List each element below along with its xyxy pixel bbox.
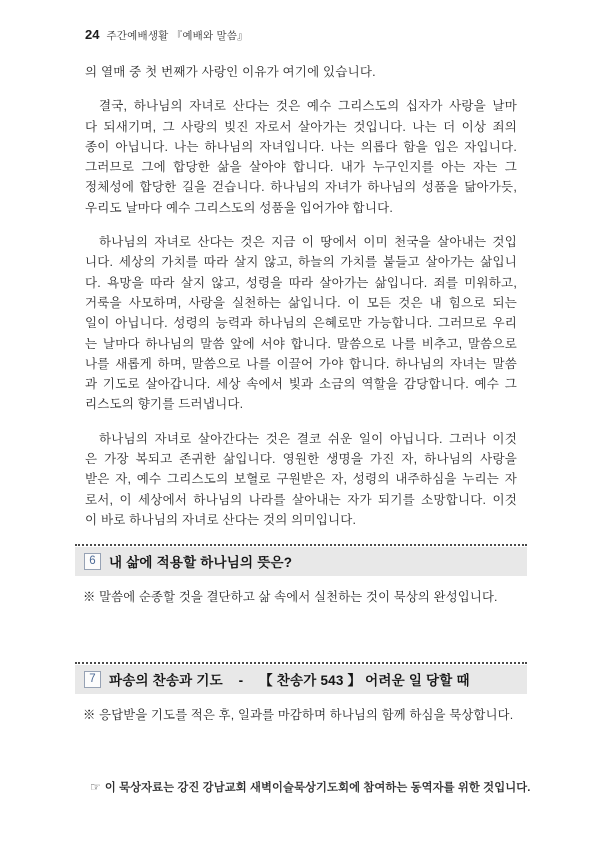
text-line: 거룩을 사모하며, 사랑을 실천하는 삶입니다. 이 모든 것은 내 힘으로 되는: [85, 295, 517, 310]
page-number: 24: [85, 27, 100, 42]
section-number-box: 7: [84, 671, 101, 688]
text-line: 다 되새기며, 그 사랑의 빚진 자로서 살아가는 것입니다. 나는 더 이상 죄의: [85, 119, 517, 134]
pointing-hand-icon: ☞: [90, 780, 101, 794]
text-line: 하나님의 자녀로 산다는 것은 지금 이 땅에서 이미 천국을 살아내는 것입: [99, 235, 517, 250]
book-title: 주간예배생활 『예배와 말씀』: [106, 30, 248, 42]
text-line: 리스도의 향기를 드러냅니다.: [85, 397, 244, 412]
text-line: 의 열매 중 첫 번째가 사랑인 이유가 여기에 있습니다.: [85, 65, 376, 79]
body-content: [85, 62, 517, 725]
section-note: ※ 말씀에 순종할 것을 결단하고 삶 속에서 실천하는 것이 묵상의 완성입니다.: [83, 590, 498, 605]
section-title: 내 삶에 적용할 하나님의 뜻은?: [109, 555, 293, 571]
text-line: 다. 욕망을 따라 살지 않고, 성령을 따라 살아가는 삶입니다. 죄를 미워하고,: [85, 275, 517, 290]
text-line: 니다. 세상의 가치를 따라 살지 않고, 하늘의 가치를 붙들고 살아가는 삶입니: [85, 255, 517, 270]
text-line: 는 날마다 하나님의 말씀 앞에 서야 합니다. 말씀으로 나를 비추고, 말씀으로: [85, 336, 517, 351]
section-block-sending-hymn: [75, 662, 527, 725]
section-number-box: 6: [84, 553, 101, 570]
footer-text: 이 묵상자료는 강진 강남교회 새벽이슬묵상기도회에 참여하는 동역자를 위한 것입니다.: [104, 782, 531, 794]
section-header-bar: [75, 547, 527, 576]
text-line: 받은 자, 예수 그리스도의 보혈로 구원받은 자, 성령의 내주하심을 누리는 자: [85, 472, 517, 487]
running-head: [85, 27, 248, 43]
text-line: 나를 새롭게 하며, 말씀으로 나를 이끌어 가야 합니다. 하나님의 자녀는 말씀: [85, 356, 517, 371]
text-line: 우리도 날마다 예수 그리스도의 성품을 입어가야 합니다.: [85, 200, 394, 215]
text-line: 과 기도로 살아갑니다. 세상 속에서 빛과 소금의 역할을 감당합니다. 예수 그: [85, 377, 517, 392]
paragraph: [85, 96, 517, 218]
paragraph: [85, 429, 517, 530]
text-line: 정체성에 합당한 길을 걷습니다. 하나님의 자녀가 하나님의 성품을 닮아가듯,: [85, 180, 517, 195]
text-line: 은 가장 복되고 존귀한 삶입니다. 영원한 생명을 가진 자, 하나님의 사랑을: [85, 452, 517, 467]
body-paragraphs: [85, 62, 517, 530]
section-note: ※ 응답받을 기도를 적은 후, 일과를 마감하며 하나님의 함께 하심을 묵상합니다.: [83, 708, 514, 723]
text-line: 로서, 이 세상에서 하나님의 나라를 살아내는 자가 되기를 소망합니다. 이것: [85, 492, 517, 507]
paragraph: [85, 232, 517, 415]
text-line: 이 바로 하나님의 자녀로 산다는 것의 의미입니다.: [85, 512, 357, 527]
paragraph: [85, 62, 517, 82]
text-line: 그러므로 그에 합당한 삶을 살아야 합니다. 내가 누구인지를 아는 자는 그: [85, 160, 517, 175]
section-block-application: [75, 544, 527, 607]
footer-note: [90, 779, 531, 795]
text-line: 일이 아닙니다. 성령의 능력과 하나님의 은혜로만 가능합니다. 그러므로 우리: [85, 316, 517, 331]
text-line: 종이 아닙니다. 나는 하나님의 자녀입니다. 나는 의롭다 함을 입은 자입니다.: [85, 139, 517, 154]
section-header-bar: [75, 665, 527, 694]
text-line: 하나님의 자녀로 살아간다는 것은 결코 쉬운 일이 아닙니다. 그러나 이것: [99, 431, 517, 446]
section-title: 파송의 찬송과 기도 - 【 찬송가 543 】 어려운 일 당할 때: [109, 673, 470, 689]
text-line: 결국, 하나님의 자녀로 산다는 것은 예수 그리스도의 십자가 사랑을 날마: [99, 99, 517, 114]
